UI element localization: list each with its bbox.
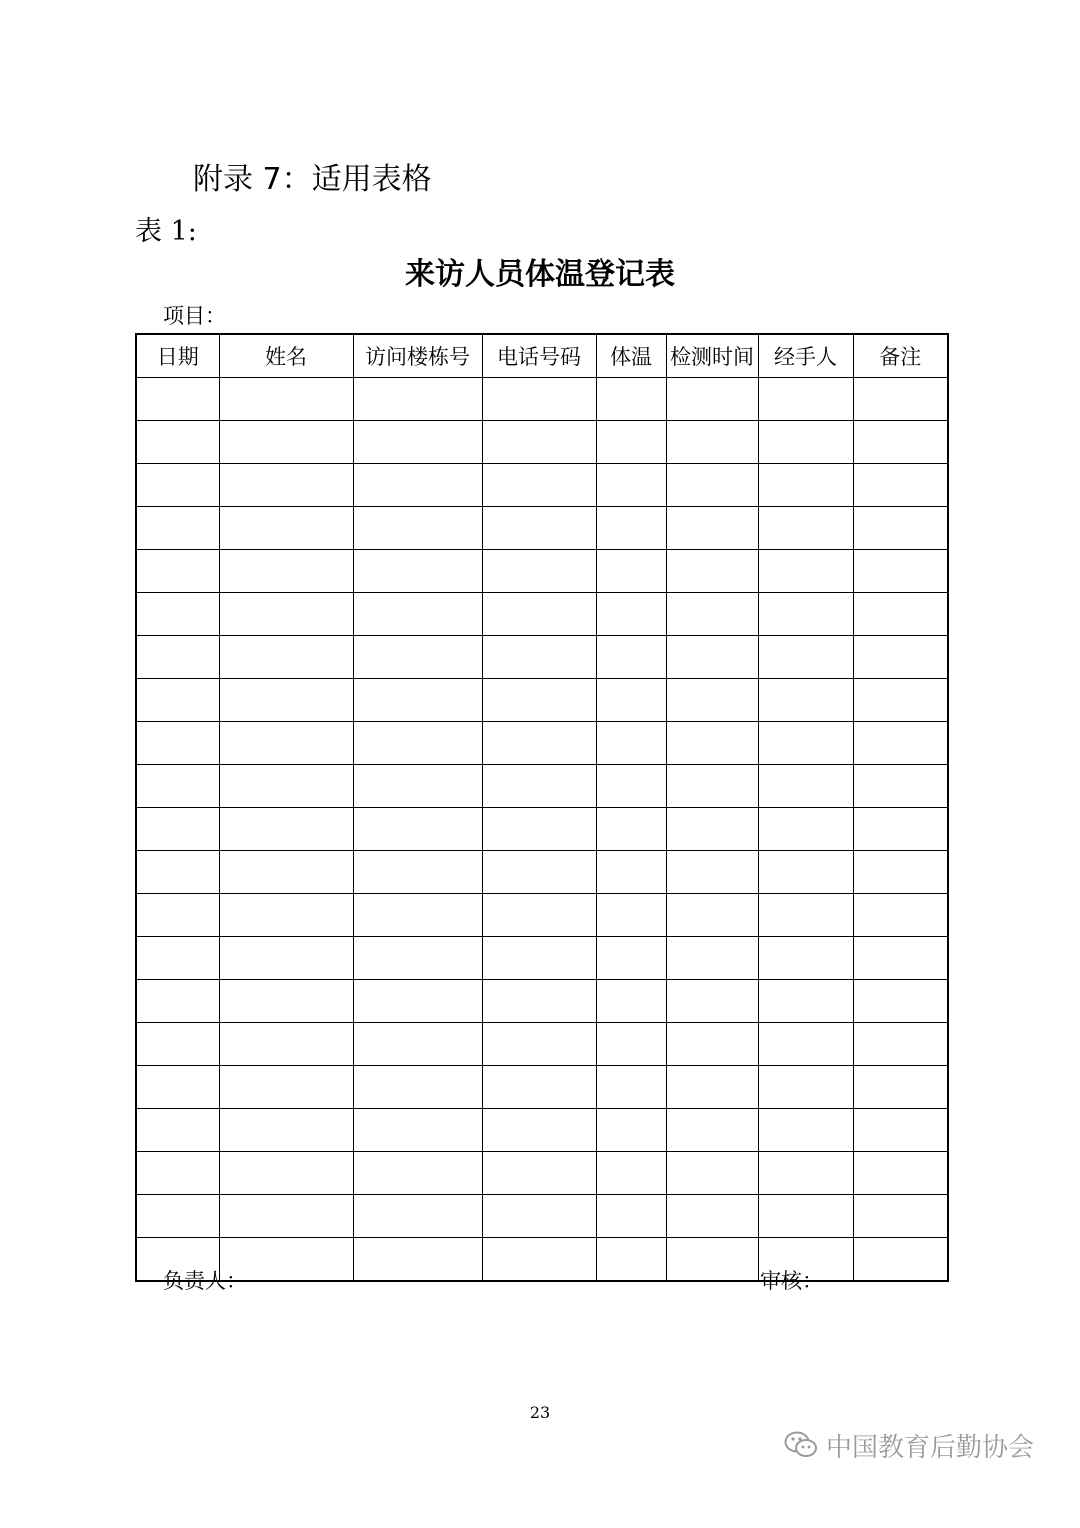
table-cell (666, 679, 758, 722)
table-row (136, 507, 948, 550)
table-row (136, 464, 948, 507)
table-cell (596, 593, 666, 636)
table-row (136, 679, 948, 722)
table-cell (853, 421, 948, 464)
table-row (136, 636, 948, 679)
table-cell (136, 722, 219, 765)
table-cell (596, 1066, 666, 1109)
table-cell (853, 1152, 948, 1195)
table-cell (219, 1152, 353, 1195)
table-cell (666, 722, 758, 765)
table-row (136, 851, 948, 894)
table-cell (482, 679, 596, 722)
table-cell (666, 550, 758, 593)
table-row (136, 1023, 948, 1066)
table-cell (853, 808, 948, 851)
table-cell (136, 1109, 219, 1152)
table-cell (353, 894, 482, 937)
table-cell (353, 550, 482, 593)
table-cell (219, 593, 353, 636)
table-cell (482, 1109, 596, 1152)
column-header-building: 访问楼栋号 (353, 334, 482, 378)
table-cell (666, 808, 758, 851)
table-cell (136, 679, 219, 722)
table-cell (853, 550, 948, 593)
column-header-remarks: 备注 (853, 334, 948, 378)
table-cell (596, 679, 666, 722)
table-cell (219, 378, 353, 421)
table-cell (758, 593, 853, 636)
table-cell (666, 421, 758, 464)
table-cell (596, 636, 666, 679)
table-cell (353, 507, 482, 550)
table-row (136, 894, 948, 937)
table-cell (353, 1023, 482, 1066)
table-cell (758, 808, 853, 851)
table-cell (666, 1023, 758, 1066)
table-cell (596, 765, 666, 808)
table-cell (136, 808, 219, 851)
table-cell (758, 679, 853, 722)
table-cell (482, 421, 596, 464)
table-cell (596, 894, 666, 937)
table-cell (219, 1066, 353, 1109)
table-cell (136, 894, 219, 937)
table-cell (219, 765, 353, 808)
table-cell (758, 894, 853, 937)
table-cell (758, 378, 853, 421)
table-cell (853, 507, 948, 550)
column-header-date: 日期 (136, 334, 219, 378)
table-cell (758, 765, 853, 808)
table-cell (136, 507, 219, 550)
table-cell (219, 980, 353, 1023)
table-row (136, 421, 948, 464)
page-number: 23 (529, 1403, 551, 1422)
table-cell (596, 1238, 666, 1282)
table-cell (136, 1023, 219, 1066)
table-row (136, 1066, 948, 1109)
table-cell (353, 378, 482, 421)
table-body (136, 378, 948, 1282)
table-cell (853, 937, 948, 980)
table-cell (219, 507, 353, 550)
table-number: 表 1: (135, 216, 197, 247)
table-cell (596, 980, 666, 1023)
table-cell (136, 1066, 219, 1109)
table-cell (219, 1023, 353, 1066)
table-cell (482, 1023, 596, 1066)
table-cell (353, 851, 482, 894)
column-header-check-time: 检测时间 (666, 334, 758, 378)
table-row (136, 722, 948, 765)
table-cell (666, 1152, 758, 1195)
table-cell (666, 894, 758, 937)
table-cell (482, 980, 596, 1023)
table-row (136, 593, 948, 636)
table-cell (136, 464, 219, 507)
table-cell (353, 679, 482, 722)
table-cell (666, 1195, 758, 1238)
table-cell (136, 1195, 219, 1238)
table-cell (482, 636, 596, 679)
table-cell (353, 808, 482, 851)
table-row (136, 980, 948, 1023)
table-cell (666, 980, 758, 1023)
table-cell (219, 1195, 353, 1238)
table-cell (596, 722, 666, 765)
table-cell (482, 765, 596, 808)
table-cell (136, 937, 219, 980)
table-cell (136, 765, 219, 808)
table-cell (219, 937, 353, 980)
table-cell (482, 464, 596, 507)
table-cell (353, 1109, 482, 1152)
table-cell (758, 1109, 853, 1152)
table-cell (219, 722, 353, 765)
table-row (136, 1152, 948, 1195)
table-cell (758, 550, 853, 593)
table-cell (482, 1195, 596, 1238)
table-cell (758, 636, 853, 679)
table-cell (853, 1066, 948, 1109)
table-cell (758, 464, 853, 507)
table-cell (853, 765, 948, 808)
table-cell (219, 464, 353, 507)
table-cell (482, 507, 596, 550)
table-cell (853, 1195, 948, 1238)
project-label: 项目： (163, 304, 226, 328)
table-cell (353, 1066, 482, 1109)
column-header-handler: 经手人 (758, 334, 853, 378)
table-cell (596, 1023, 666, 1066)
table-cell (353, 1152, 482, 1195)
table-cell (853, 851, 948, 894)
table-cell (666, 1238, 758, 1282)
table-cell (596, 378, 666, 421)
watermark (784, 1428, 1034, 1462)
table-cell (596, 464, 666, 507)
table-cell (482, 722, 596, 765)
table-cell (219, 851, 353, 894)
table-cell (853, 636, 948, 679)
table-cell (666, 1066, 758, 1109)
table-cell (853, 1023, 948, 1066)
table-cell (136, 593, 219, 636)
table-cell (758, 851, 853, 894)
table-cell (219, 550, 353, 593)
table-cell (666, 765, 758, 808)
table-row (136, 1109, 948, 1152)
table-cell (758, 722, 853, 765)
table-cell (482, 378, 596, 421)
visitor-temperature-table (135, 333, 949, 1282)
table-cell (136, 421, 219, 464)
table-cell (758, 507, 853, 550)
table-cell (353, 937, 482, 980)
table-cell (853, 1109, 948, 1152)
appendix-heading: 附录 7：适用表格 (193, 162, 432, 197)
table-cell (482, 808, 596, 851)
table-cell (596, 1195, 666, 1238)
table-cell (666, 636, 758, 679)
table-cell (853, 722, 948, 765)
table-cell (353, 1195, 482, 1238)
table-cell (482, 1066, 596, 1109)
table-cell (666, 1109, 758, 1152)
table-cell (219, 679, 353, 722)
table-cell (219, 894, 353, 937)
table-cell (758, 1152, 853, 1195)
table-cell (353, 765, 482, 808)
table-cell (666, 851, 758, 894)
table-cell (853, 464, 948, 507)
table-cell (596, 1109, 666, 1152)
table-cell (136, 851, 219, 894)
table-cell (853, 894, 948, 937)
table-cell (758, 980, 853, 1023)
table-cell (482, 937, 596, 980)
table-cell (136, 378, 219, 421)
table-cell (666, 464, 758, 507)
table-cell (219, 1109, 353, 1152)
table-cell (353, 593, 482, 636)
table-cell (758, 421, 853, 464)
table-cell (136, 1152, 219, 1195)
table-cell (353, 421, 482, 464)
table-cell (482, 1152, 596, 1195)
responsible-person-label: 负责人： (163, 1269, 247, 1293)
table-cell (666, 378, 758, 421)
table-cell (219, 636, 353, 679)
table-cell (758, 937, 853, 980)
table-cell (758, 1066, 853, 1109)
table-cell (482, 851, 596, 894)
table-cell (353, 722, 482, 765)
table-cell (853, 679, 948, 722)
table-cell (482, 1238, 596, 1282)
column-header-name: 姓名 (219, 334, 353, 378)
table-cell (596, 550, 666, 593)
table-row (136, 1238, 948, 1282)
table-row (136, 937, 948, 980)
table-cell (758, 1195, 853, 1238)
table-row (136, 808, 948, 851)
table-row (136, 378, 948, 421)
table-cell (853, 378, 948, 421)
table-cell (482, 550, 596, 593)
table-cell (853, 1238, 948, 1282)
table-cell (482, 593, 596, 636)
wechat-icon (784, 1430, 818, 1460)
table-row (136, 1195, 948, 1238)
table-cell (853, 593, 948, 636)
table-cell (353, 636, 482, 679)
column-header-temperature: 体温 (596, 334, 666, 378)
table-cell (353, 1238, 482, 1282)
table-cell (666, 593, 758, 636)
table-cell (353, 464, 482, 507)
table-row (136, 550, 948, 593)
table-row (136, 765, 948, 808)
table-cell (596, 851, 666, 894)
table-cell (596, 507, 666, 550)
table-cell (219, 808, 353, 851)
watermark-text: 中国教育后勤协会 (826, 1432, 1035, 1463)
column-header-phone: 电话号码 (482, 334, 596, 378)
table-cell (596, 808, 666, 851)
table-cell (666, 937, 758, 980)
table-cell (136, 550, 219, 593)
table-cell (482, 894, 596, 937)
table-cell (853, 980, 948, 1023)
table-cell (596, 1152, 666, 1195)
table-cell (758, 1023, 853, 1066)
table-cell (219, 421, 353, 464)
table-cell (353, 980, 482, 1023)
table-cell (136, 980, 219, 1023)
table-cell (136, 636, 219, 679)
form-title: 来访人员体温登记表 (405, 257, 675, 292)
table-cell (596, 421, 666, 464)
table-header-row (136, 334, 948, 378)
table-cell (666, 507, 758, 550)
review-label: 审核： (760, 1269, 823, 1293)
table-cell (596, 937, 666, 980)
